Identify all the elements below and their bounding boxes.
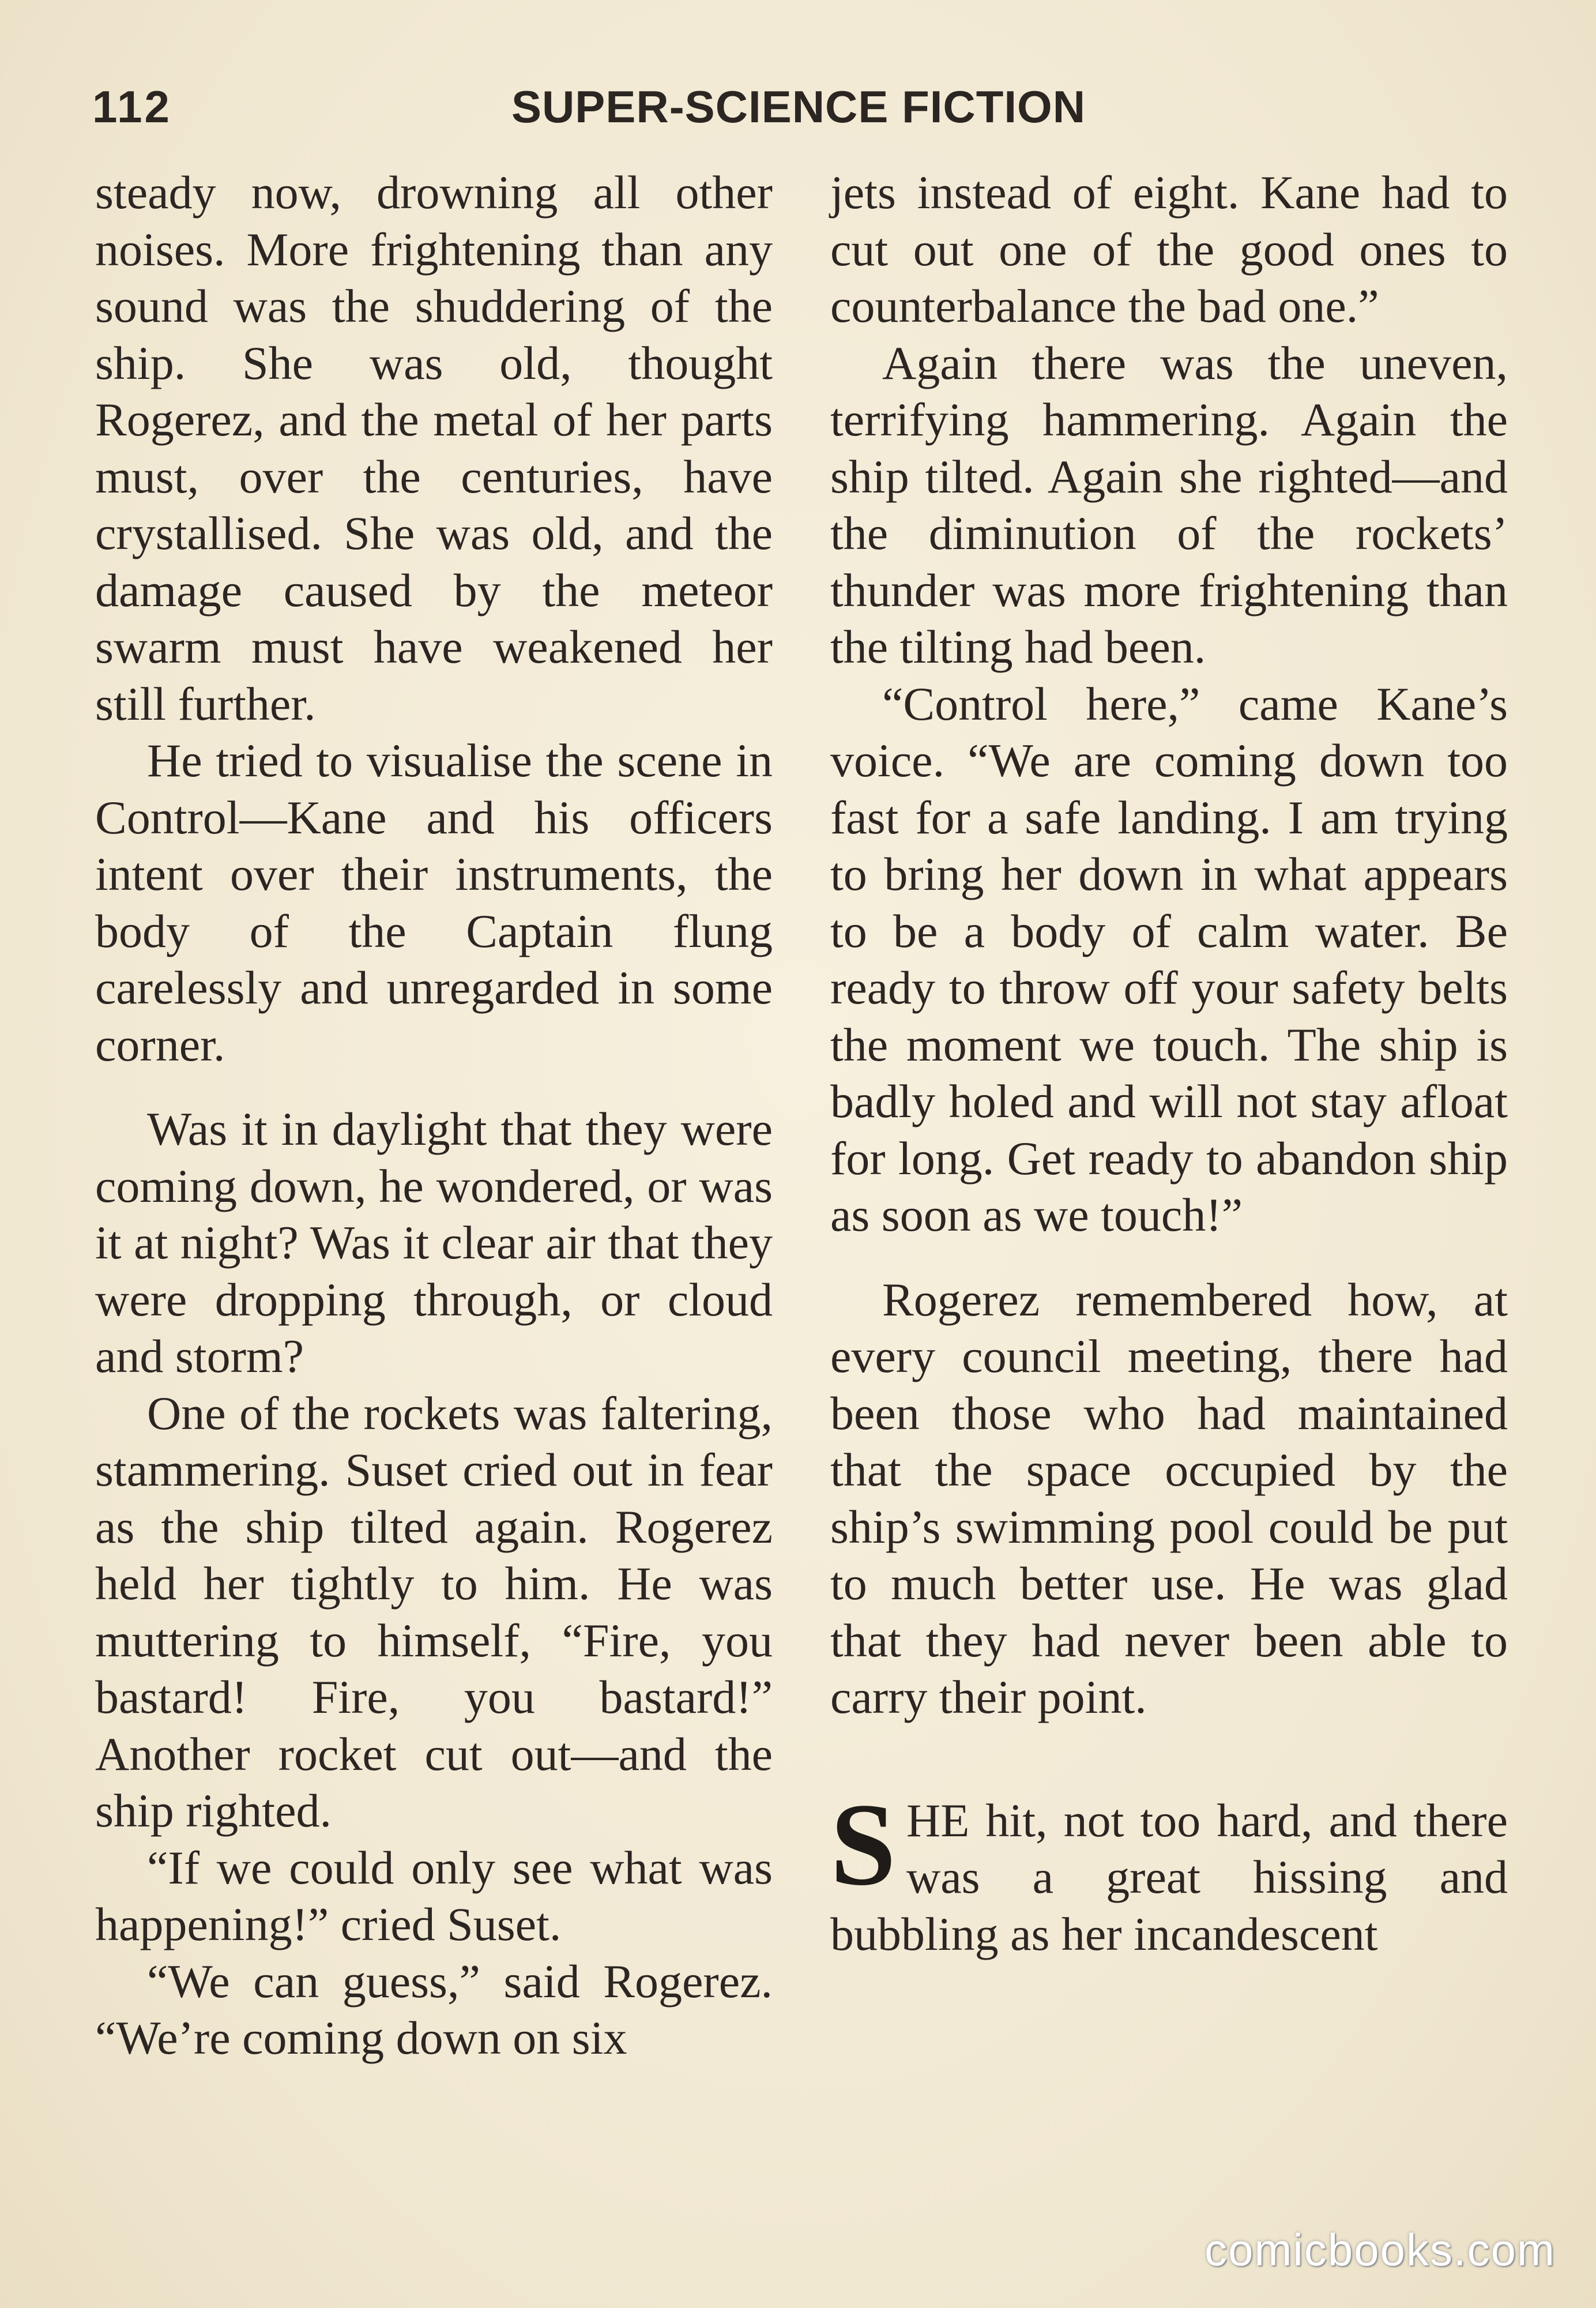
paragraph: “We can guess,” said Rogerez. “We’re coming down on six (95, 1954, 773, 2064)
page-header (92, 81, 1505, 144)
paragraph: steady now, drowning all other noises. More frightening than any sound was the shuddering of the ship. She was old, thought Rogerez, and the metal of her parts must, over the centuries, have crystallised. She was old, and the damage caused by the meteor swarm must have weakened her still further. (95, 166, 773, 730)
paragraph: “If we could only see what was happening!” cried Suset. (95, 1841, 773, 1950)
drop-cap: S (830, 1779, 897, 1910)
left-column (95, 164, 773, 2067)
paragraph: “Control here,” came Kane’s voice. “We are coming down too fast for a safe landing. I am trying to bring her down in what appears to be a body of calm water. Be ready to throw off your safety belts the moment we touch. The ship is badly holed and will not stay afloat for long. Get ready to abandon ship as soon as we touch!” (830, 677, 1508, 1241)
paragraph: Was it in daylight that they were coming down, he wondered, or was it at night? Was it clear air that they were dropping through, or cloud and storm? (95, 1103, 773, 1382)
paragraph: Rogerez remembered how, at every council meeting, there had been those who had maintained that the space occupied by the ship’s swimming pool could be put to much better use. He was glad that they had never been able to carry their point. (830, 1273, 1508, 1723)
paragraph: jets instead of eight. Kane had to cut out one of the good ones to counterbalance the bad one.” (830, 166, 1508, 332)
watermark: comicbooks.com (1204, 2224, 1556, 2275)
paragraph: One of the rockets was faltering, stammering. Suset cried out in fear as the ship tilted again. Rogerez held her tightly to him. He was muttering to himself, “Fire, you bastard! Fire, you bastard!” Another rocket cut out—and the ship righted. (95, 1386, 773, 1837)
paragraph-text: HE hit, not too hard, and there was a great hissing and bubbling as her incandescent (830, 1794, 1508, 1960)
running-head: SUPER-SCIENCE FICTION (511, 81, 1086, 132)
section-start-paragraph (830, 1779, 1508, 1963)
right-column (830, 164, 1508, 1963)
paragraph: He tried to visualise the scene in Control—Kane and his officers intent over their instruments, the body of the Captain flung carelessly and unregarded in some corner. (95, 734, 773, 1071)
page-number: 112 (92, 81, 172, 132)
paragraph: Again there was the uneven, terrifying hammering. Again the ship tilted. Again she righted—and the diminution of the rockets’ thunder was more frightening than the tilting had been. (830, 336, 1508, 673)
